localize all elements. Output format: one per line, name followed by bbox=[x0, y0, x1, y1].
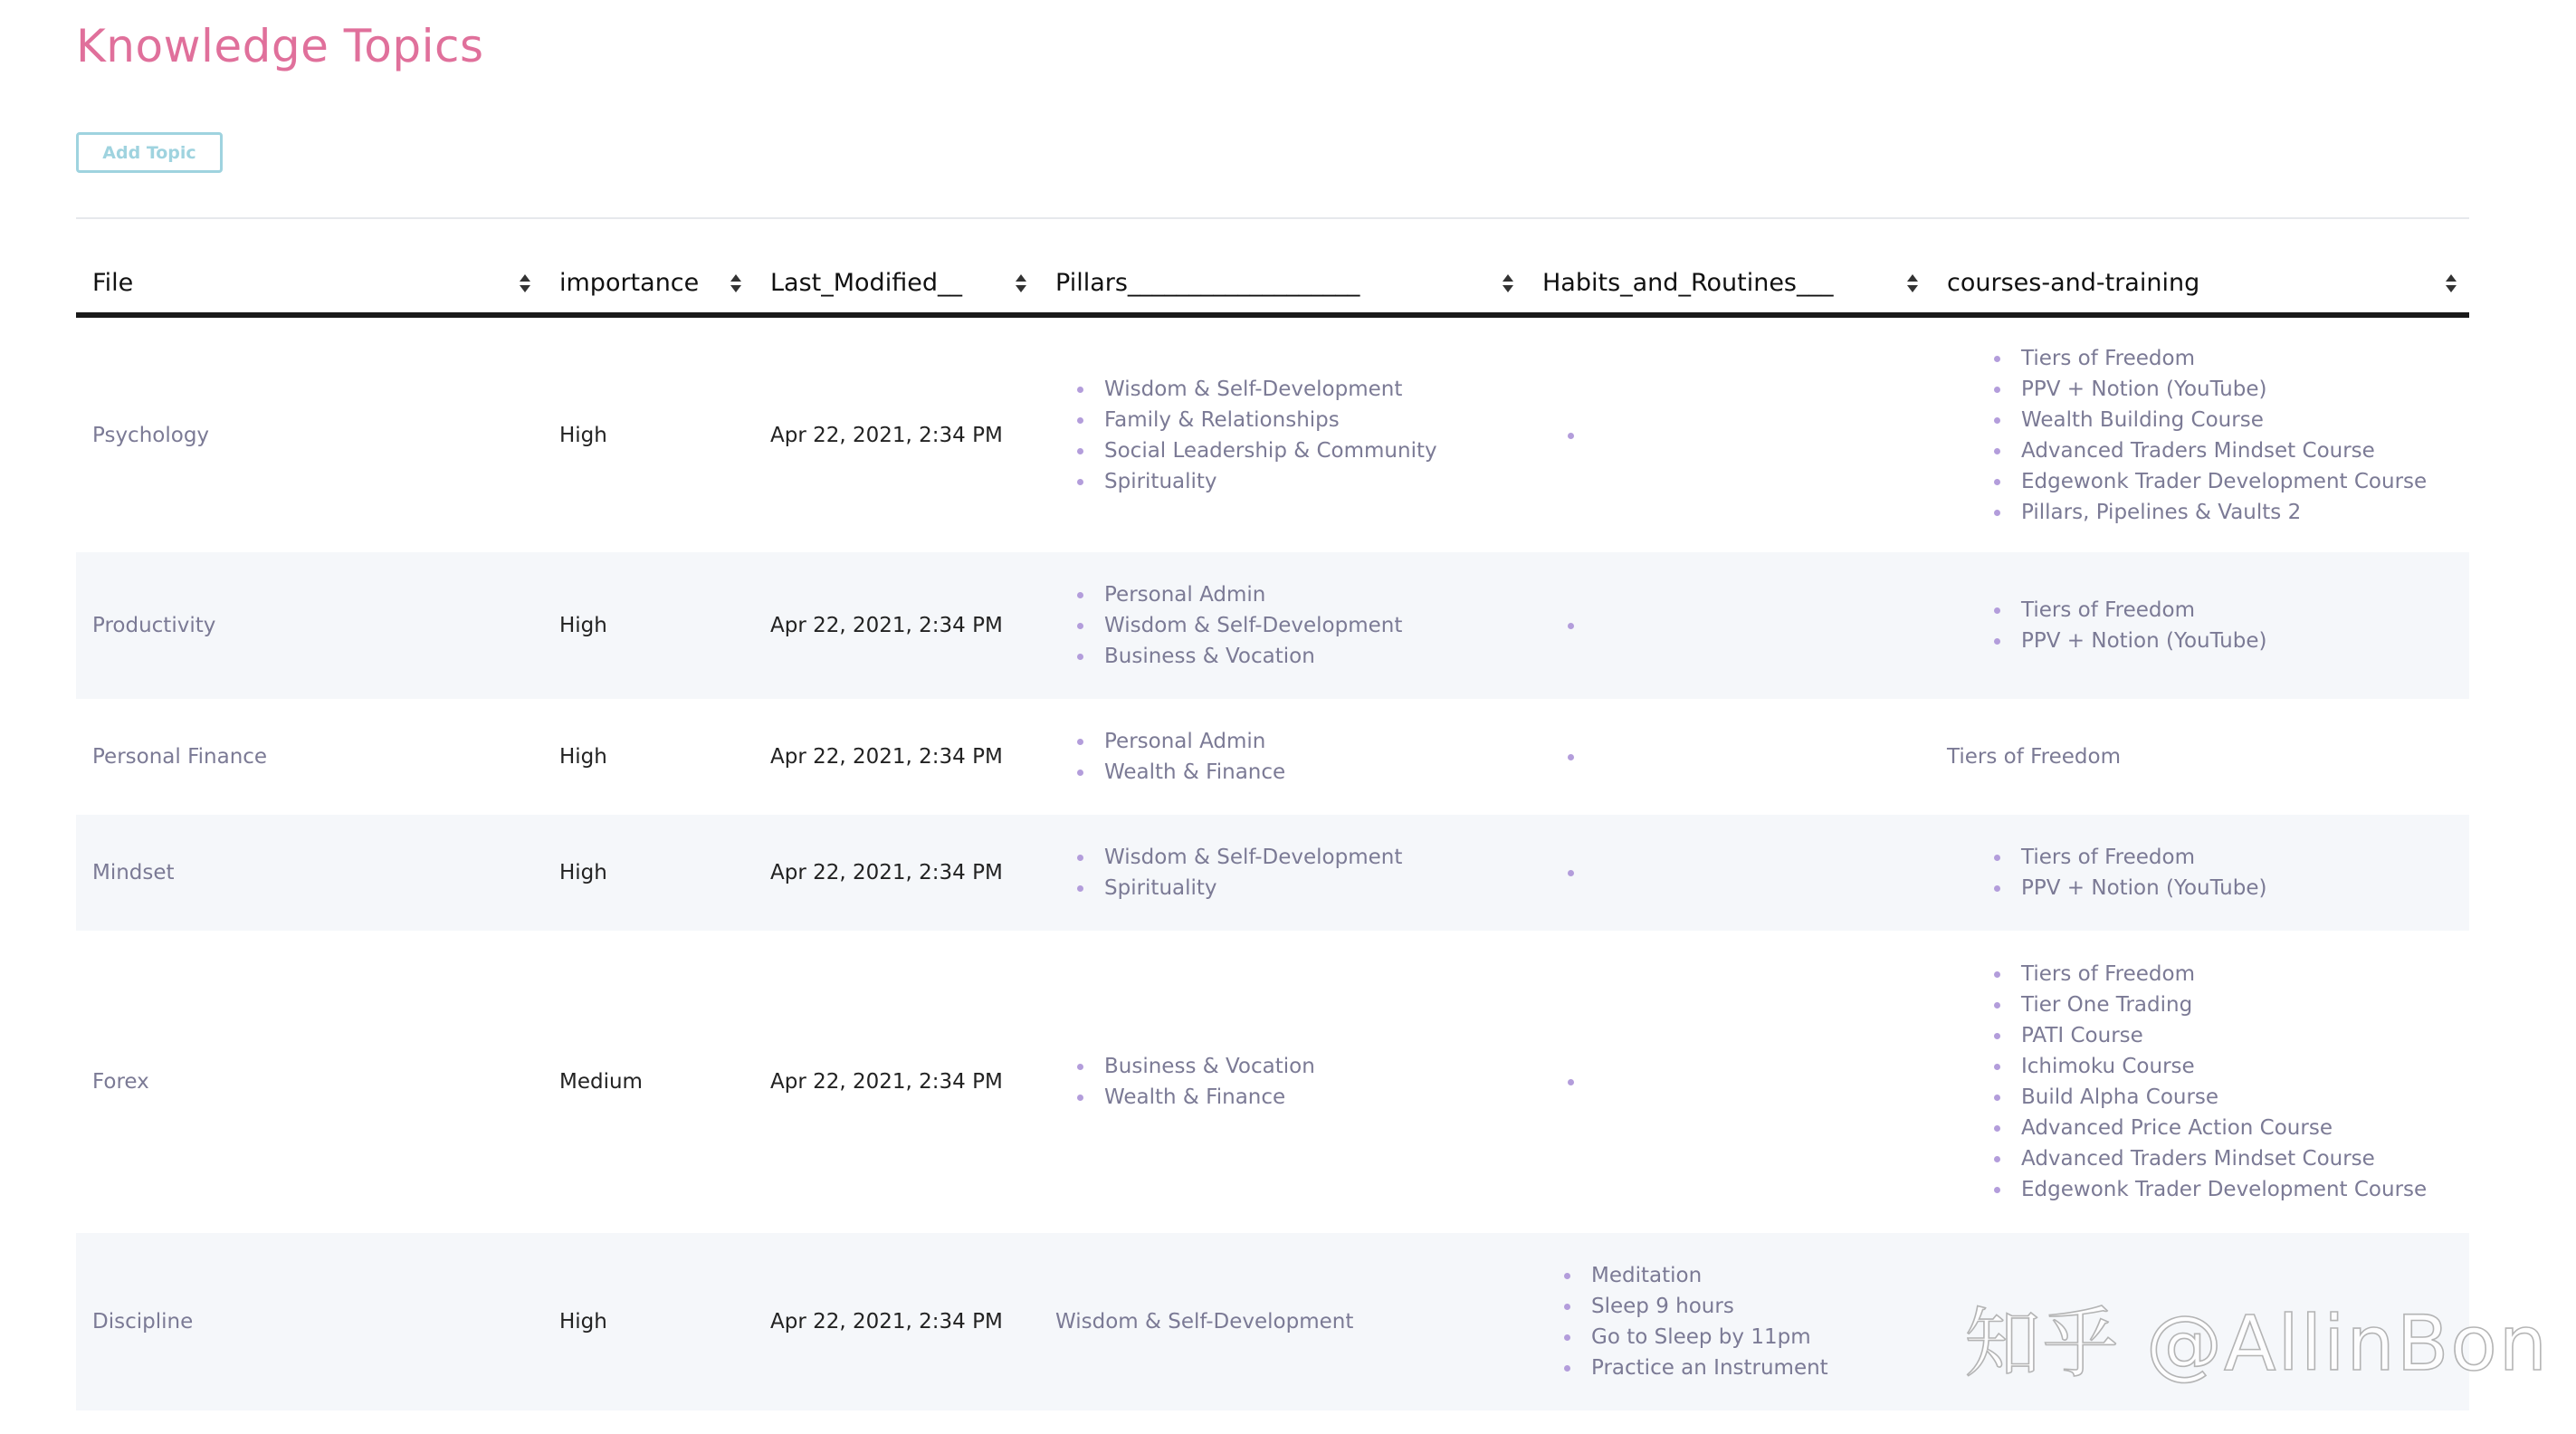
cell-file bbox=[76, 1233, 543, 1410]
cell-file bbox=[76, 931, 543, 1233]
cell-courses: Tiers of Freedom bbox=[1947, 745, 2121, 769]
habit-item[interactable]: Go to Sleep by 11pm bbox=[1562, 1322, 1914, 1353]
column-header-importance[interactable] bbox=[543, 253, 754, 315]
pillar-item[interactable]: Family & Relationships bbox=[1075, 405, 1510, 435]
table-row[interactable] bbox=[76, 552, 2469, 699]
file-link[interactable]: Mindset bbox=[92, 861, 175, 884]
column-header-label: Last_Modified__ bbox=[770, 269, 962, 297]
pillar-item[interactable]: Wisdom & Self-Development bbox=[1075, 842, 1510, 873]
cell-habits bbox=[1526, 931, 1931, 1233]
cell-pillars bbox=[1039, 552, 1526, 699]
cell-courses-list bbox=[1992, 959, 2453, 1205]
pillar-item[interactable]: Spirituality bbox=[1075, 466, 1510, 497]
cell-habits-list bbox=[1562, 1260, 1914, 1383]
sort-icon[interactable] bbox=[1907, 273, 1918, 293]
table-body bbox=[76, 315, 2469, 1410]
cell-last-modified: Apr 22, 2021, 2:34 PM bbox=[770, 1310, 1003, 1334]
cell-pillars bbox=[1039, 699, 1526, 815]
course-item[interactable]: Advanced Traders Mindset Course bbox=[1992, 1143, 2453, 1174]
cell-pillars-list bbox=[1075, 374, 1510, 497]
column-header-pillars[interactable] bbox=[1039, 253, 1526, 315]
cell-file bbox=[76, 552, 543, 699]
cell-importance: High bbox=[559, 423, 607, 447]
course-item[interactable]: Ichimoku Course bbox=[1992, 1051, 2453, 1082]
pillar-item[interactable]: Spirituality bbox=[1075, 873, 1510, 903]
table-header bbox=[76, 253, 2469, 315]
cell-last-modified: Apr 22, 2021, 2:34 PM bbox=[770, 745, 1003, 769]
sort-icon[interactable] bbox=[1016, 273, 1026, 293]
habit-item[interactable]: Sleep 9 hours bbox=[1562, 1291, 1914, 1322]
file-link[interactable]: Productivity bbox=[92, 614, 216, 637]
file-link[interactable]: Forex bbox=[92, 1070, 149, 1094]
pillar-item[interactable]: Business & Vocation bbox=[1075, 641, 1510, 672]
course-item[interactable]: Tiers of Freedom bbox=[1992, 959, 2453, 989]
pillar-item[interactable]: Wealth & Finance bbox=[1075, 1082, 1510, 1113]
cell-habits bbox=[1526, 552, 1931, 699]
course-item[interactable]: Tiers of Freedom bbox=[1992, 842, 2453, 873]
cell-habits bbox=[1526, 699, 1931, 815]
cell-courses bbox=[1931, 315, 2469, 552]
cell-last-modified: Apr 22, 2021, 2:34 PM bbox=[770, 614, 1003, 637]
cell-last-modified: Apr 22, 2021, 2:34 PM bbox=[770, 423, 1003, 447]
course-item[interactable]: Edgewonk Trader Development Course bbox=[1992, 466, 2453, 497]
pillar-item[interactable]: Wisdom & Self-Development bbox=[1075, 374, 1510, 405]
course-item[interactable]: Wealth Building Course bbox=[1992, 405, 2453, 435]
course-item[interactable]: PPV + Notion (YouTube) bbox=[1992, 626, 2453, 656]
cell-courses bbox=[1931, 931, 2469, 1233]
sort-icon[interactable] bbox=[2446, 273, 2457, 293]
cell-pillars bbox=[1039, 931, 1526, 1233]
cell-importance: High bbox=[559, 745, 607, 769]
course-item[interactable]: PPV + Notion (YouTube) bbox=[1992, 374, 2453, 405]
habit-item[interactable]: Meditation bbox=[1562, 1260, 1914, 1291]
cell-courses bbox=[1931, 815, 2469, 931]
cell-last-modified: Apr 22, 2021, 2:34 PM bbox=[770, 1070, 1003, 1094]
empty-list-bullet bbox=[1568, 623, 1574, 629]
cell-habits bbox=[1526, 1233, 1931, 1410]
column-header-habits[interactable] bbox=[1526, 253, 1931, 315]
empty-list-bullet bbox=[1568, 870, 1574, 876]
cell-file bbox=[76, 699, 543, 815]
course-item[interactable]: Pillars, Pipelines & Vaults 2 bbox=[1992, 497, 2453, 528]
table-row[interactable] bbox=[76, 315, 2469, 552]
pillar-item[interactable]: Business & Vocation bbox=[1075, 1051, 1510, 1082]
course-item[interactable]: Build Alpha Course bbox=[1992, 1082, 2453, 1113]
cell-pillars-list bbox=[1075, 1051, 1510, 1113]
pillar-item[interactable]: Personal Admin bbox=[1075, 726, 1510, 757]
page-title: Knowledge Topics bbox=[76, 20, 484, 72]
watermark: 知乎 @AllinBon bbox=[1964, 1299, 2549, 1388]
cell-importance: Medium bbox=[559, 1070, 643, 1094]
sort-icon[interactable] bbox=[520, 273, 530, 293]
cell-pillars: Wisdom & Self-Development bbox=[1055, 1310, 1354, 1334]
cell-pillars-list bbox=[1075, 579, 1510, 672]
topics-table bbox=[76, 253, 2469, 1410]
cell-file bbox=[76, 815, 543, 931]
course-item[interactable]: Tier One Trading bbox=[1992, 989, 2453, 1020]
column-header-courses[interactable] bbox=[1931, 253, 2469, 315]
course-item[interactable]: Edgewonk Trader Development Course bbox=[1992, 1174, 2453, 1205]
file-link[interactable]: Discipline bbox=[92, 1310, 194, 1334]
course-item[interactable]: PATI Course bbox=[1992, 1020, 2453, 1051]
column-header-label: Pillars___________________ bbox=[1055, 269, 1360, 297]
column-header-label: Habits_and_Routines___ bbox=[1542, 269, 1834, 297]
cell-pillars bbox=[1039, 315, 1526, 552]
habit-item[interactable]: Practice an Instrument bbox=[1562, 1353, 1914, 1383]
pillar-item[interactable]: Wealth & Finance bbox=[1075, 757, 1510, 788]
file-link[interactable]: Psychology bbox=[92, 423, 210, 447]
column-header-last-modified[interactable] bbox=[754, 253, 1039, 315]
empty-list-bullet bbox=[1568, 1079, 1574, 1085]
sort-icon[interactable] bbox=[1503, 273, 1513, 293]
column-header-label: File bbox=[92, 269, 134, 297]
empty-list-bullet bbox=[1568, 754, 1574, 760]
table-row[interactable] bbox=[76, 699, 2469, 815]
cell-pillars bbox=[1039, 815, 1526, 931]
table-row[interactable] bbox=[76, 815, 2469, 931]
pillar-item[interactable]: Personal Admin bbox=[1075, 579, 1510, 610]
divider bbox=[76, 217, 2469, 219]
course-item[interactable]: Tiers of Freedom bbox=[1992, 595, 2453, 626]
course-item[interactable]: PPV + Notion (YouTube) bbox=[1992, 873, 2453, 903]
cell-habits bbox=[1526, 315, 1931, 552]
column-header-label: courses-and-training bbox=[1947, 269, 2200, 297]
empty-list-bullet bbox=[1568, 433, 1574, 439]
cell-courses-list bbox=[1992, 595, 2453, 656]
sort-icon[interactable] bbox=[730, 273, 741, 293]
table-row[interactable] bbox=[76, 931, 2469, 1233]
cell-importance: High bbox=[559, 861, 607, 884]
cell-courses-list bbox=[1992, 842, 2453, 903]
course-item[interactable]: Advanced Price Action Course bbox=[1992, 1113, 2453, 1143]
cell-importance: High bbox=[559, 1310, 607, 1334]
cell-habits bbox=[1526, 815, 1931, 931]
pillar-item[interactable]: Wisdom & Self-Development bbox=[1075, 610, 1510, 641]
cell-courses-list bbox=[1992, 343, 2453, 528]
add-topic-button[interactable]: Add Topic bbox=[76, 132, 223, 173]
cell-last-modified: Apr 22, 2021, 2:34 PM bbox=[770, 861, 1003, 884]
column-header-label: importance bbox=[559, 269, 700, 297]
course-item[interactable]: Advanced Traders Mindset Course bbox=[1992, 435, 2453, 466]
cell-file bbox=[76, 315, 543, 552]
pillar-item[interactable]: Social Leadership & Community bbox=[1075, 435, 1510, 466]
cell-pillars-list bbox=[1075, 726, 1510, 788]
column-header-file[interactable] bbox=[76, 253, 543, 315]
cell-courses bbox=[1931, 552, 2469, 699]
file-link[interactable]: Personal Finance bbox=[92, 745, 268, 769]
cell-importance: High bbox=[559, 614, 607, 637]
header-row bbox=[76, 253, 2469, 315]
cell-pillars-list bbox=[1075, 842, 1510, 903]
course-item[interactable]: Tiers of Freedom bbox=[1992, 343, 2453, 374]
